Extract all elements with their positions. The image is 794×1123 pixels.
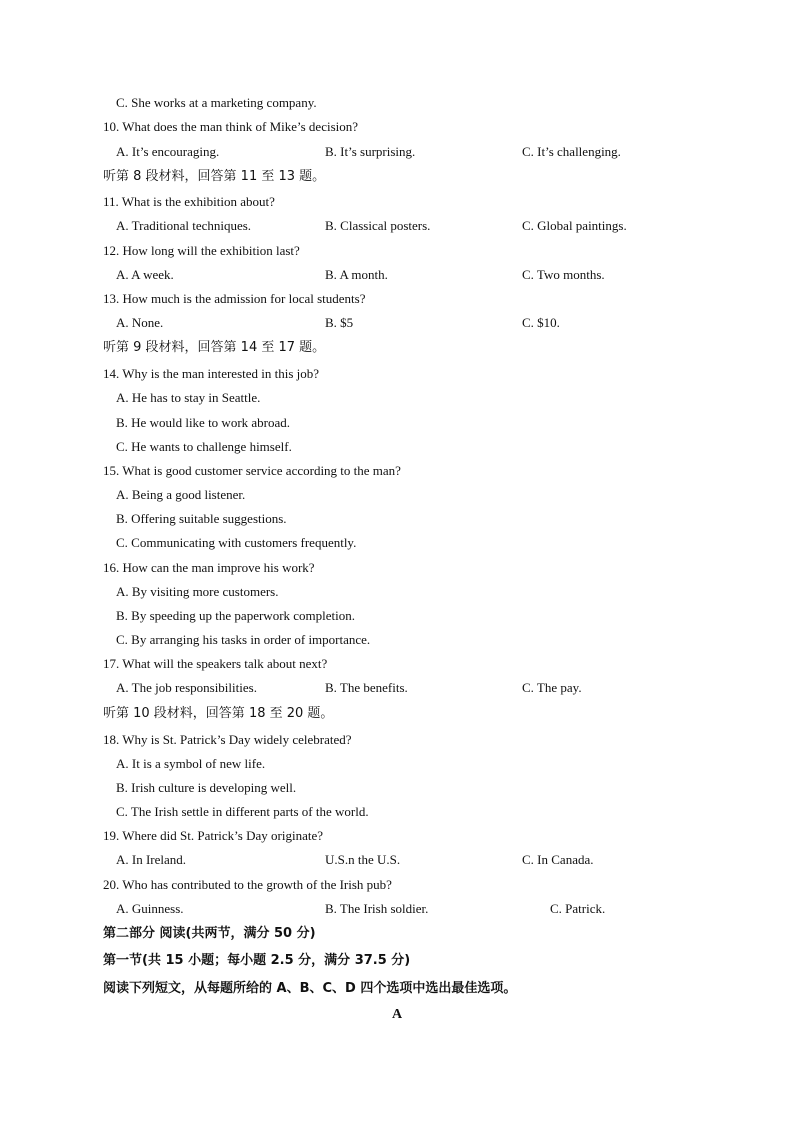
part-2-title: 第二部分 阅读(共两节，满分 50 分) xyxy=(103,926,316,941)
section-8-header: 听第 8 段材料，回答第 11 至 13 题。 xyxy=(103,169,326,184)
q10-option-b: B. It’s surprising. xyxy=(325,144,416,159)
q20-option-b: B. The Irish soldier. xyxy=(325,901,429,916)
q18-option-c: C. The Irish settle in different parts of the world. xyxy=(116,804,369,819)
q16-option-b: B. By speeding up the paperwork completion. xyxy=(116,608,356,623)
q12-option-b: B. A month. xyxy=(325,267,388,282)
part-2-section-1-title: 第一节(共 15 小题；每小题 2.5 分，满分 37.5 分) xyxy=(103,953,411,968)
question-17: 17. What will the speakers talk about next? xyxy=(103,656,328,671)
q15-option-c: C. Communicating with customers frequently. xyxy=(116,535,357,550)
q16-option-c: C. By arranging his tasks in order of importance. xyxy=(116,632,371,647)
q11-option-b: B. Classical posters. xyxy=(325,218,431,233)
q13-option-a: A. None. xyxy=(116,315,164,330)
q15-option-a: A. Being a good listener. xyxy=(116,487,246,502)
passage-label: A xyxy=(391,1007,403,1022)
q9-option-c: C. She works at a marketing company. xyxy=(116,95,317,110)
q17-option-c: C. The pay. xyxy=(522,680,582,695)
q20-option-a: A. Guinness. xyxy=(116,901,184,916)
question-10: 10. What does the man think of Mike’s decision? xyxy=(103,119,359,134)
question-19: 19. Where did St. Patrick’s Day originate? xyxy=(103,828,323,843)
q20-option-c: C. Patrick. xyxy=(550,901,606,916)
q17-option-b: B. The benefits. xyxy=(325,680,408,695)
question-16: 16. How can the man improve his work? xyxy=(103,560,315,575)
q16-option-a: A. By visiting more customers. xyxy=(116,584,279,599)
q14-option-b: B. He would like to work abroad. xyxy=(116,415,291,430)
q18-option-b: B. Irish culture is developing well. xyxy=(116,780,297,795)
q15-option-b: B. Offering suitable suggestions. xyxy=(116,511,287,526)
q14-option-a: A. He has to stay in Seattle. xyxy=(116,390,261,405)
q19-option-c: C. In Canada. xyxy=(522,852,594,867)
q17-option-a: A. The job responsibilities. xyxy=(116,680,257,695)
q11-option-a: A. Traditional techniques. xyxy=(116,218,252,233)
q13-option-c: C. $10. xyxy=(522,315,560,330)
section-10-header: 听第 10 段材料，回答第 18 至 20 题。 xyxy=(103,706,334,721)
q14-option-c: C. He wants to challenge himself. xyxy=(116,439,292,454)
section-9-header: 听第 9 段材料，回答第 14 至 17 题。 xyxy=(103,340,326,355)
q12-option-c: C. Two months. xyxy=(522,267,605,282)
question-14: 14. Why is the man interested in this job? xyxy=(103,366,320,381)
question-20: 20. Who has contributed to the growth of the Irish pub? xyxy=(103,877,392,892)
question-15: 15. What is good customer service according to the man? xyxy=(103,463,401,478)
q19-option-a: A. In Ireland. xyxy=(116,852,187,867)
question-12: 12. How long will the exhibition last? xyxy=(103,243,300,258)
q11-option-c: C. Global paintings. xyxy=(522,218,627,233)
question-13: 13. How much is the admission for local students? xyxy=(103,291,366,306)
question-11: 11. What is the exhibition about? xyxy=(103,194,275,209)
q10-option-a: A. It’s encouraging. xyxy=(116,144,220,159)
q19-option-b: U.S.n the U.S. xyxy=(325,852,401,867)
reading-instruction: 阅读下列短文，从每题所给的 A、B、C、D 四个选项中选出最佳选项。 xyxy=(103,981,517,996)
q18-option-a: A. It is a symbol of new life. xyxy=(116,756,266,771)
question-18: 18. Why is St. Patrick’s Day widely celebrated? xyxy=(103,732,352,747)
q10-option-c: C. It’s challenging. xyxy=(522,144,621,159)
q12-option-a: A. A week. xyxy=(116,267,174,282)
q13-option-b: B. $5 xyxy=(325,315,354,330)
